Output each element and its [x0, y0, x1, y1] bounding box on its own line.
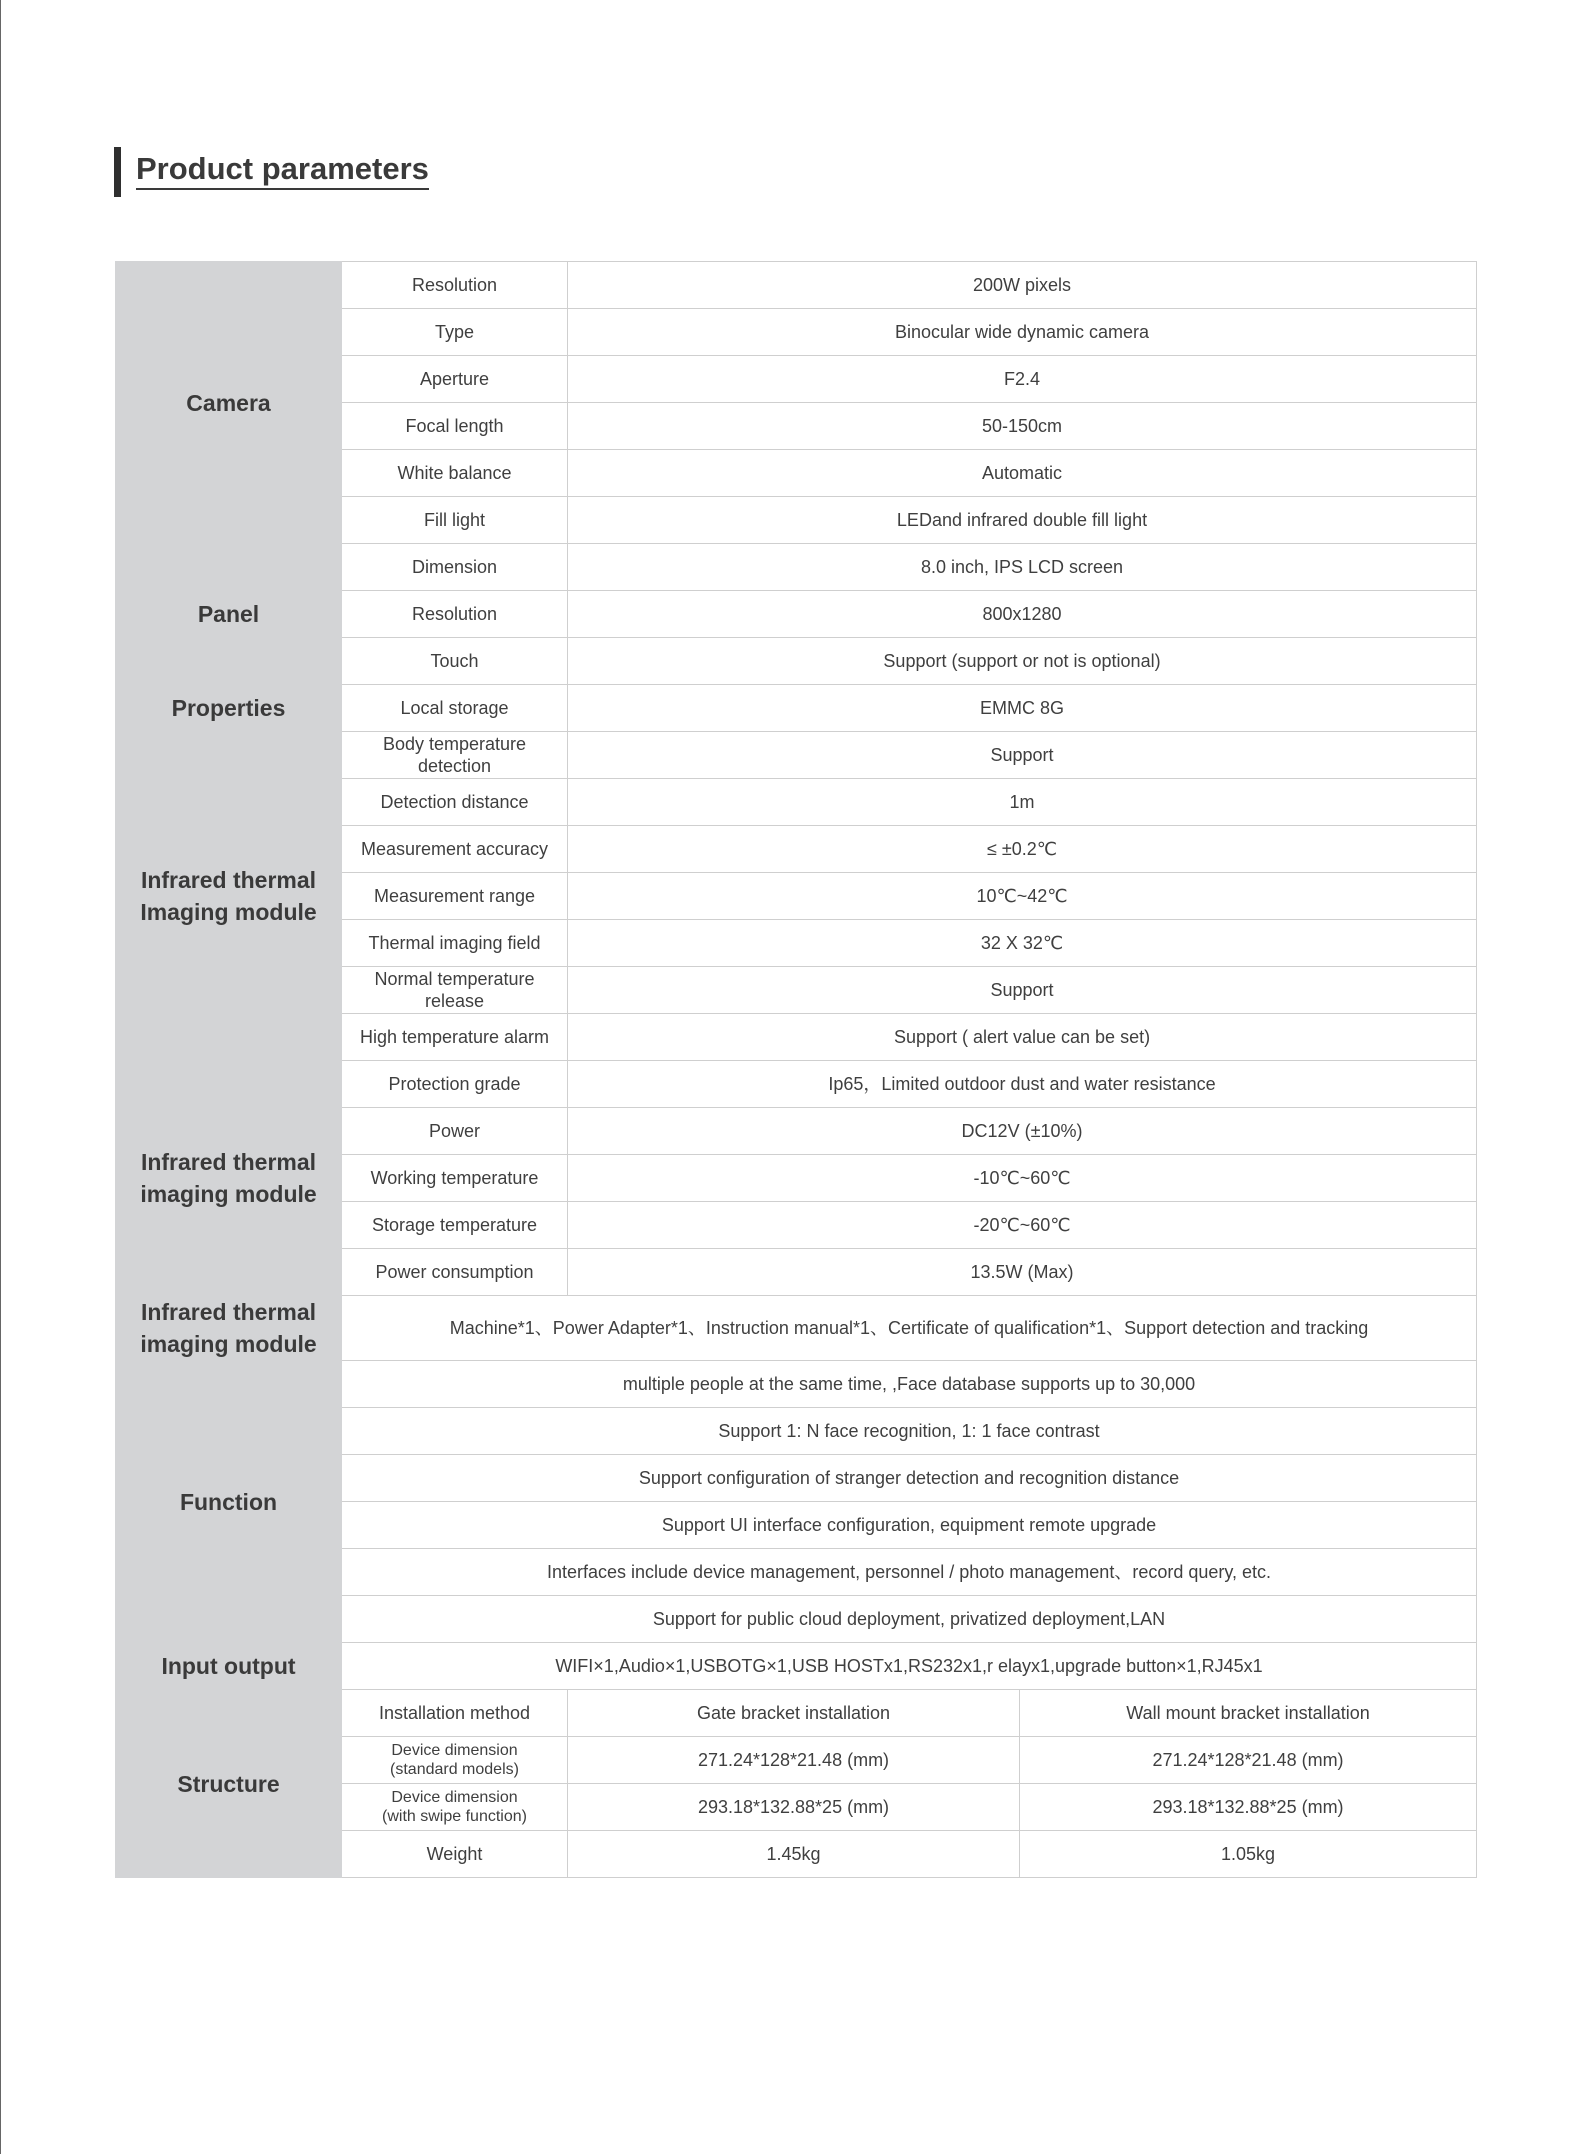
category-panel: Panel: [116, 544, 342, 685]
param-label-line: Device dimension: [391, 1742, 518, 1759]
param-value: 50-150cm: [568, 403, 1477, 450]
param-value: -20℃~60℃: [568, 1202, 1477, 1249]
page-edge-line: [0, 0, 1, 2154]
gate-value: 293.18*132.88*25 (mm): [568, 1784, 1020, 1831]
param-value: 32 X 32℃: [568, 920, 1477, 967]
product-parameters-table: [115, 261, 1477, 1878]
param-label: Resolution: [342, 591, 568, 638]
param-label: Type: [342, 309, 568, 356]
param-label: [342, 1784, 568, 1831]
category-line: imaging module: [140, 1331, 317, 1357]
category-line: Infrared thermal: [140, 1299, 317, 1325]
param-label: Aperture: [342, 356, 568, 403]
param-label: Power: [342, 1108, 568, 1155]
param-label: Thermal imaging field: [342, 920, 568, 967]
category-line: imaging module: [140, 1181, 317, 1207]
param-value: 200W pixels: [568, 262, 1477, 309]
category-infrared-thermal-1: [116, 732, 342, 1061]
table-row: [116, 262, 1477, 309]
wall-value: 1.05kg: [1020, 1831, 1477, 1878]
param-label: Protection grade: [342, 1061, 568, 1108]
param-label: Installation method: [342, 1690, 568, 1737]
param-label: Body temperature detection: [342, 732, 568, 779]
category-line: Infrared thermal: [140, 867, 317, 893]
param-value: Support 1: N face recognition, 1: 1 face contrast: [342, 1408, 1477, 1455]
title-accent-bar: [114, 147, 121, 197]
param-value: Ip65，Limited outdoor dust and water resistance: [568, 1061, 1477, 1108]
param-value: F2.4: [568, 356, 1477, 403]
param-value: ≤ ±0.2℃: [568, 826, 1477, 873]
param-label: Normal temperature release: [342, 967, 568, 1014]
table-row: [116, 1690, 1477, 1737]
param-label: Resolution: [342, 262, 568, 309]
wall-value: 271.24*128*21.48 (mm): [1020, 1737, 1477, 1784]
table-row: [116, 1296, 1477, 1361]
param-value: 13.5W (Max): [568, 1249, 1477, 1296]
param-value: DC12V (±10%): [568, 1108, 1477, 1155]
category-properties: Properties: [116, 685, 342, 732]
param-value: 10℃~42℃: [568, 873, 1477, 920]
param-label: Weight: [342, 1831, 568, 1878]
param-label-line: (with swipe function): [382, 1808, 527, 1825]
param-label: Focal length: [342, 403, 568, 450]
param-value: 800x1280: [568, 591, 1477, 638]
param-value: LEDand infrared double fill light: [568, 497, 1477, 544]
param-value: WIFI×1,Audio×1,USBOTG×1,USB HOSTx1,RS232x1,r elayx1,upgrade button×1,RJ45x1: [342, 1643, 1477, 1690]
param-value: 1m: [568, 779, 1477, 826]
param-label: High temperature alarm: [342, 1014, 568, 1061]
category-structure: Structure: [116, 1690, 342, 1878]
param-value: Support ( alert value can be set): [568, 1014, 1477, 1061]
param-label: Detection distance: [342, 779, 568, 826]
param-label: [342, 1737, 568, 1784]
param-label: Storage temperature: [342, 1202, 568, 1249]
param-value: Binocular wide dynamic camera: [568, 309, 1477, 356]
param-label: Touch: [342, 638, 568, 685]
param-label: Working temperature: [342, 1155, 568, 1202]
param-value: Machine*1、Power Adapter*1、Instruction manual*1、Certificate of qualification*1、Support detection and tracking: [342, 1296, 1477, 1361]
wall-value: 293.18*132.88*25 (mm): [1020, 1784, 1477, 1831]
param-value: Support configuration of stranger detection and recognition distance: [342, 1455, 1477, 1502]
param-value: Support UI interface configuration, equipment remote upgrade: [342, 1502, 1477, 1549]
param-label: Measurement accuracy: [342, 826, 568, 873]
category-camera: Camera: [116, 262, 342, 544]
category-input-output: Input output: [116, 1643, 342, 1690]
param-value: Support: [568, 732, 1477, 779]
param-label: Power consumption: [342, 1249, 568, 1296]
category-infrared-thermal-3: [116, 1296, 342, 1361]
param-label: Local storage: [342, 685, 568, 732]
category-infrared-thermal-2: [116, 1061, 342, 1296]
param-label: White balance: [342, 450, 568, 497]
param-value: Automatic: [568, 450, 1477, 497]
category-function: Function: [116, 1361, 342, 1643]
table-row: [116, 732, 1477, 779]
param-label: Fill light: [342, 497, 568, 544]
param-value: Support: [568, 967, 1477, 1014]
param-value: -10℃~60℃: [568, 1155, 1477, 1202]
table-row: [116, 1643, 1477, 1690]
param-value: multiple people at the same time, ,Face database supports up to 30,000: [342, 1361, 1477, 1408]
wall-value: Wall mount bracket installation: [1020, 1690, 1477, 1737]
param-value: Support (support or not is optional): [568, 638, 1477, 685]
param-value: 8.0 inch, IPS LCD screen: [568, 544, 1477, 591]
category-line: Infrared thermal: [140, 1149, 317, 1175]
param-label-line: (standard models): [390, 1761, 519, 1778]
gate-value: 271.24*128*21.48 (mm): [568, 1737, 1020, 1784]
param-label: Measurement range: [342, 873, 568, 920]
table-row: [116, 1361, 1477, 1408]
param-label: Dimension: [342, 544, 568, 591]
page-title: Product parameters: [136, 152, 429, 190]
param-value: Support for public cloud deployment, privatized deployment,LAN: [342, 1596, 1477, 1643]
param-value: Interfaces include device management, personnel / photo management、record query, etc.: [342, 1549, 1477, 1596]
table-row: [116, 544, 1477, 591]
param-value: EMMC 8G: [568, 685, 1477, 732]
param-label-line: Device dimension: [391, 1789, 518, 1806]
gate-value: Gate bracket installation: [568, 1690, 1020, 1737]
gate-value: 1.45kg: [568, 1831, 1020, 1878]
table-row: [116, 1061, 1477, 1108]
table-row: [116, 685, 1477, 732]
category-line: Imaging module: [140, 899, 317, 925]
